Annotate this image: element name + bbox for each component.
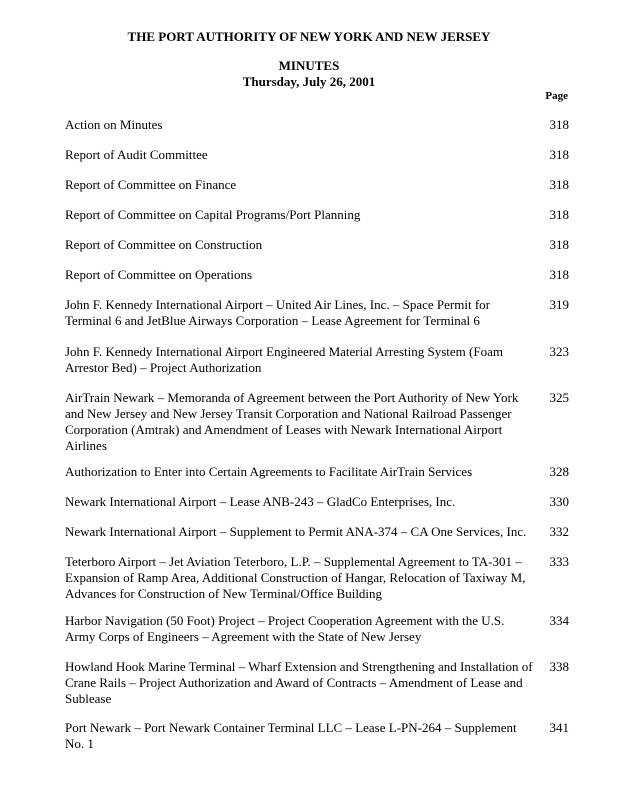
toc-entry-page: 318: [549, 237, 569, 252]
toc-entry-title: Newark International Airport – Lease ANB-243 – GladCo Enterprises, Inc.: [65, 494, 456, 509]
toc-entry-title: Port Newark – Port Newark Container Terminal LLC – Lease L-PN-264 – Supplement No. 1: [65, 720, 517, 751]
toc-entry-page: 318: [549, 147, 569, 162]
toc-entry-title: Report of Committee on Finance: [65, 177, 237, 192]
toc-entry-page: 323: [549, 344, 569, 359]
toc-entry-title: Harbor Navigation (50 Foot) Project – Project Cooperation Agreement with the U.S. Army Corps of Engineers – Agreement with the State of New Jersey: [65, 613, 505, 644]
toc-entry-page: 341: [549, 720, 569, 735]
toc-entry-title: Report of Committee on Operations: [65, 267, 253, 282]
toc-entry-page: 333: [549, 554, 569, 569]
toc-entry-page: 319: [549, 297, 569, 312]
toc-entry-title: Report of Committee on Capital Programs/Port Planning: [65, 207, 361, 222]
toc-entry-title: Action on Minutes: [65, 117, 163, 132]
page-column-label: Page: [545, 90, 568, 102]
toc-entry-page: 332: [549, 524, 569, 539]
document-title: MINUTES: [278, 58, 340, 73]
organization-title: THE PORT AUTHORITY OF NEW YORK AND NEW JERSEY: [127, 29, 491, 44]
toc-entry-page: 330: [549, 494, 569, 509]
toc-entry-title: Report of Committee on Construction: [65, 237, 263, 252]
toc-entry-page: 338: [549, 659, 569, 674]
toc-entry-title: AirTrain Newark – Memoranda of Agreement between the Port Authority of New York and New Jersey and New Jersey Transit Corporation and National Railroad Passenger Corporation (Amtrak) and Amendment of Leases with Newark International Airport Airlines: [65, 390, 519, 453]
toc-entry-title: Newark International Airport – Supplement to Permit ANA-374 – CA One Services, Inc.: [65, 524, 527, 539]
toc-entry-title: Howland Hook Marine Terminal – Wharf Extension and Strengthening and Installation of Crane Rails – Project Authorization and Award of Contracts – Amendment of Lease and Sublease: [65, 659, 533, 706]
toc-entry-title: Authorization to Enter into Certain Agreements to Facilitate AirTrain Services: [65, 464, 473, 479]
toc-entry-page: 318: [549, 117, 569, 132]
toc-entry-page: 318: [549, 207, 569, 222]
toc-entry-title: Report of Audit Committee: [65, 147, 208, 162]
toc-entry-page: 328: [549, 464, 569, 479]
toc-entry-title: Teterboro Airport – Jet Aviation Teterboro, L.P. – Supplemental Agreement to TA-301 – Expansion of Ramp Area, Additional Construction of Hangar, Relocation of Taxiway M, Advances for Construction of New Terminal/Office Building: [65, 554, 526, 601]
toc-entry-page: 318: [549, 177, 569, 192]
toc-entry-title: John F. Kennedy International Airport – United Air Lines, Inc. – Space Permit for Terminal 6 and JetBlue Airways Corporation – Lease Agreement for Terminal 6: [65, 297, 490, 328]
toc-entry-page: 325: [549, 390, 569, 405]
toc-entry-title: John F. Kennedy International Airport Engineered Material Arresting System (Foam Arrestor Bed) – Project Authorization: [65, 344, 503, 375]
meeting-date: Thursday, July 26, 2001: [242, 74, 376, 89]
toc-entry-page: 334: [549, 613, 569, 628]
toc-entry-page: 318: [549, 267, 569, 282]
